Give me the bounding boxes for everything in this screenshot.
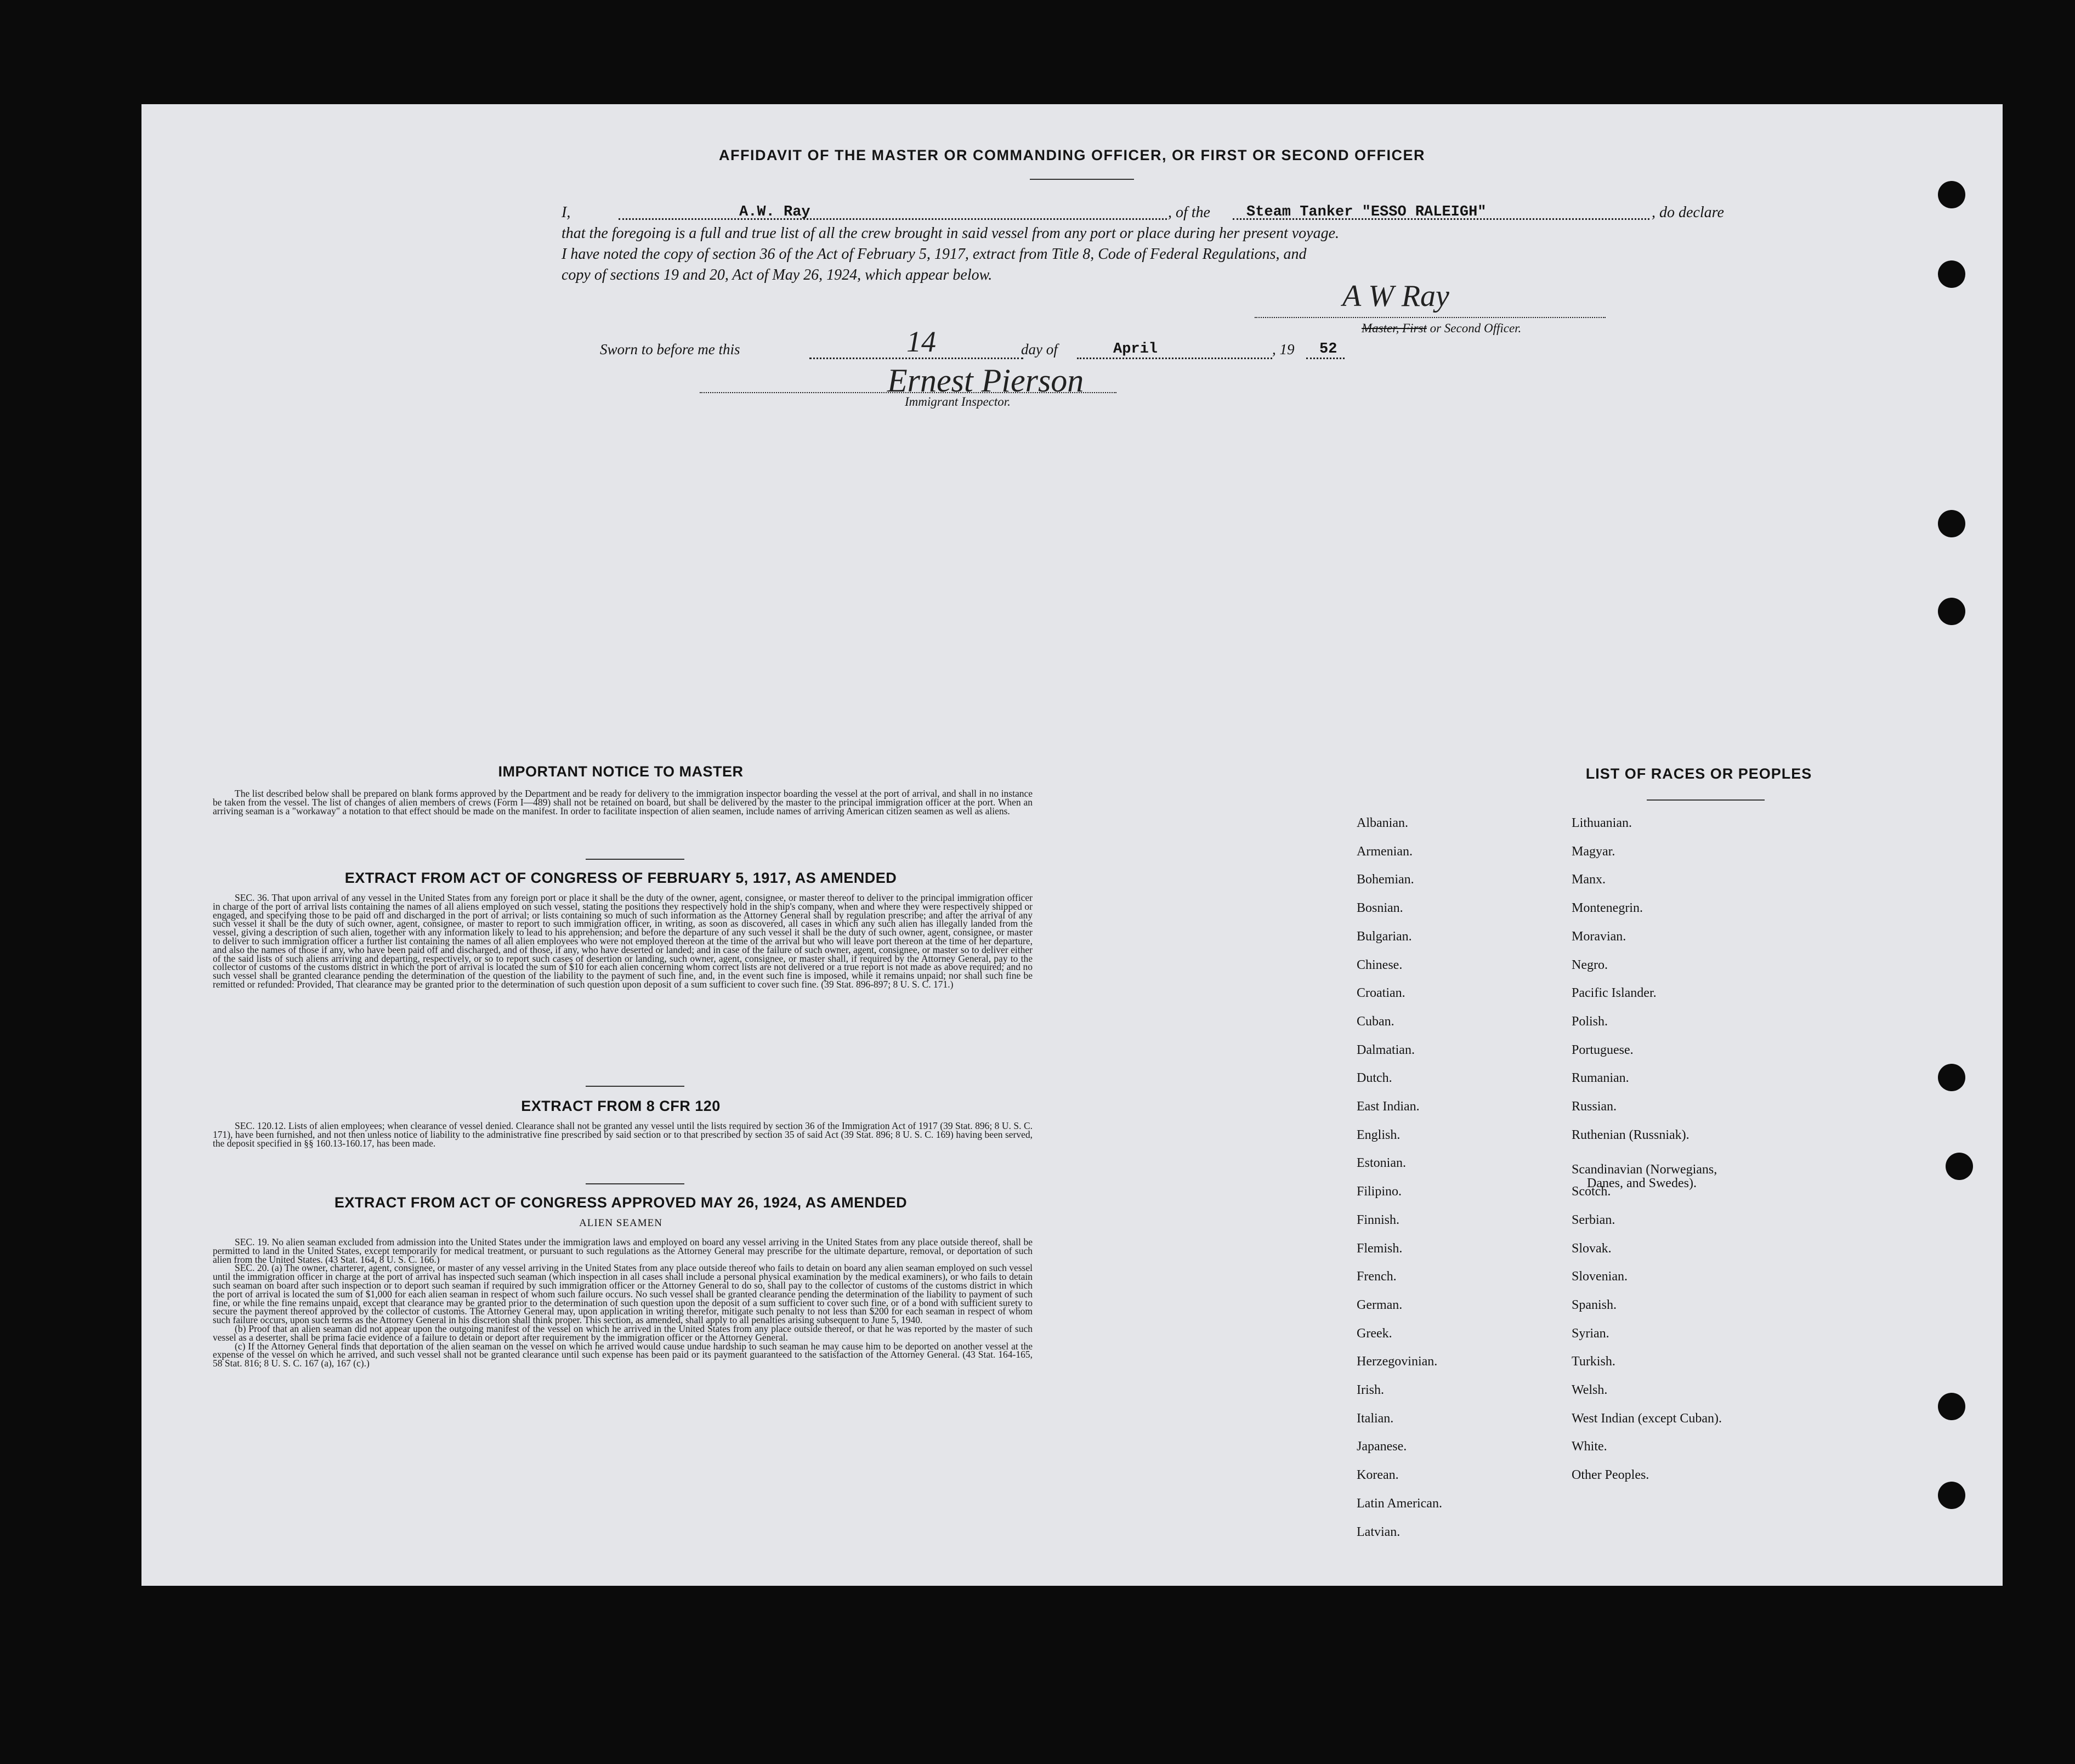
year-suffix: 52 — [1319, 341, 1337, 358]
race-item: Manx. — [1572, 872, 1606, 887]
race-item: Rumanian. — [1572, 1071, 1629, 1086]
race-item: Finnish. — [1357, 1212, 1400, 1227]
alien-seamen-subtitle: ALIEN SEAMEN — [579, 1217, 662, 1229]
officer-title — [1362, 321, 1521, 336]
sworn-month: April — [1113, 341, 1158, 358]
race-item: Portuguese. — [1572, 1042, 1634, 1057]
punch-hole — [1946, 1153, 1973, 1180]
year-line — [1306, 358, 1345, 359]
race-item: Pacific Islander. — [1572, 986, 1657, 1001]
race-item: West Indian (except Cuban). — [1572, 1411, 1722, 1426]
race-item: White. — [1572, 1439, 1607, 1454]
race-item: Serbian. — [1572, 1212, 1615, 1227]
extract-1924-title: EXTRACT FROM ACT OF CONGRESS APPROVED MAY 26, 1924, AS AMENDED — [334, 1194, 908, 1211]
divider — [586, 1086, 684, 1087]
race-item: Turkish. — [1572, 1354, 1615, 1369]
title-divider — [1030, 179, 1134, 180]
punch-hole — [1938, 181, 1965, 208]
race-item: Chinese. — [1357, 957, 1403, 972]
declaration-line-2: that the foregoing is a full and true list of all the crew brought in said vessel from any port or place during her present voyage. — [562, 225, 1340, 242]
race-item: Lithuanian. — [1572, 816, 1632, 830]
inspector-title: Immigrant Inspector. — [905, 395, 1011, 409]
notice-text — [213, 790, 1033, 815]
sec-120-12-paragraph: SEC. 120.12. Lists of alien employees; when clearance of vessel denied. Clearance shall not be granted any vessel until the lists required by section 36 of the Immigration Act of 1917 (39 Stat. 896; 8 U. S. C. 171), have been furnished, and not then unless notice of liability to the administrative fine prescribed by said section or to that prescribed by section 35 of said Act (39 Stat. 896; 8 U. S. C. 169) having been served, the deposit specified in §§ 160.13-160.17, has been made. — [213, 1120, 1033, 1149]
extract-1924-text — [213, 1238, 1033, 1368]
race-item: Latvian. — [1357, 1524, 1401, 1539]
race-item: Bosnian. — [1357, 901, 1403, 916]
race-item: Negro. — [1572, 957, 1608, 972]
of-the-label: , of the — [1168, 204, 1210, 221]
inspector-signature-line — [700, 392, 1116, 393]
notice-paragraph: The list described below shall be prepared on blank forms approved by the Department and be ready for delivery to the immigration inspector boarding the vessel at the port of arrival, and shall in no instance be taken from the vessel. The list of changes of alien members of crews (Form I—489) shall not be retained on board, but shall be delivered by the master to the principal immigration officer at the port. When an arriving seaman is a "workaway" a notation to that effect should be made on the manifest. In order to facilitate inspection of alien seamen, include names of arriving American citizen seamen as well as aliens. — [213, 788, 1033, 816]
race-item: Albanian. — [1357, 816, 1408, 830]
sworn-label: Sworn to before me this — [600, 341, 740, 358]
race-item: Danes, and Swedes). — [1587, 1176, 1697, 1191]
affidavit-title: AFFIDAVIT OF THE MASTER OR COMMANDING OFFICER, OR FIRST OR SECOND OFFICER — [719, 147, 1425, 163]
race-item: Japanese. — [1357, 1439, 1407, 1454]
declaration-line-3: I have noted the copy of section 36 of the Act of February 5, 1917, extract from Title 8, Code of Federal Regulations, and — [562, 246, 1307, 263]
race-item: Scandinavian (Norwegians, — [1572, 1162, 1717, 1177]
extract-cfr-text — [213, 1122, 1033, 1148]
declaration-line-1 — [562, 204, 570, 222]
officer-name: A.W. Ray — [739, 204, 810, 220]
race-item: Armenian. — [1357, 844, 1413, 859]
race-item: Russian. — [1572, 1099, 1617, 1114]
punch-hole — [1938, 260, 1965, 288]
i-label: I, — [562, 204, 571, 221]
officer-signature-line — [1255, 317, 1606, 318]
sworn-day: 14 — [906, 325, 936, 358]
punch-hole — [1938, 510, 1965, 537]
punch-hole — [1938, 1482, 1965, 1509]
race-item: Slovenian. — [1572, 1269, 1628, 1284]
extract-cfr-title: EXTRACT FROM 8 CFR 120 — [521, 1098, 721, 1114]
punch-hole — [1938, 1393, 1965, 1420]
sec-19-paragraph: SEC. 19. No alien seaman excluded from admission into the United States under the immigration laws and employed on board any vessel arriving in the United States from any place outside thereof, shall be permitted to land in the United States, except temporarily for medical treatment, or pursuant to such regulations as the Attorney General may prescribe for the ultimate departure, removal, or deportation of such alien from the United States. (43 Stat. 164, 8 U. S. C. 166.) — [213, 1236, 1033, 1265]
race-item: Estonian. — [1357, 1156, 1406, 1171]
do-declare-label: , do declare — [1652, 204, 1724, 221]
year-prefix: , 19 — [1272, 341, 1295, 358]
race-item: Magyar. — [1572, 844, 1615, 859]
race-item: Dutch. — [1357, 1071, 1392, 1086]
document-page — [141, 104, 2003, 1586]
race-item: Latin American. — [1357, 1496, 1442, 1511]
race-item: Ruthenian (Russniak). — [1572, 1127, 1690, 1142]
race-item: Slovak. — [1572, 1241, 1612, 1256]
declaration-line-4: copy of sections 19 and 20, Act of May 26, 1924, which appear below. — [562, 266, 993, 283]
race-item: Flemish. — [1357, 1241, 1403, 1256]
race-item: Korean. — [1357, 1468, 1399, 1483]
race-item: Italian. — [1357, 1411, 1394, 1426]
race-item: Bulgarian. — [1357, 929, 1412, 944]
divider — [586, 1183, 684, 1184]
races-title: LIST OF RACES OR PEOPLES — [1585, 765, 1812, 782]
race-item: German. — [1357, 1297, 1403, 1312]
race-item: Spanish. — [1572, 1297, 1617, 1312]
races-divider — [1647, 799, 1765, 801]
inspector-signature: Ernest Pierson — [887, 362, 1084, 399]
punch-hole — [1938, 598, 1965, 625]
struck-title: Master, First — [1362, 321, 1427, 335]
punch-hole — [1938, 1064, 1965, 1091]
sec-20c-paragraph: (c) If the Attorney General finds that deportation of the alien seaman on the vessel on which he arrived would cause undue hardship to such seaman he may cause him to be deported on another vessel at the expense of the vessel on which he arrived, and such vessel shall not be granted clearance until such expense has been paid or its payment guaranteed to the satisfaction of the Attorney General. (43 Stat. 164-165, 58 Stat. 816; 8 U. S. C. 167 (a), 167 (c).) — [213, 1340, 1033, 1369]
extract-1917-text — [213, 894, 1033, 989]
day-of-label: day of — [1021, 341, 1058, 358]
officer-name-line — [619, 218, 1167, 220]
officer-title-text: or Second Officer. — [1430, 321, 1522, 335]
race-item: Scotch. — [1572, 1184, 1611, 1199]
extract-1917-title: EXTRACT FROM ACT OF CONGRESS OF FEBRUARY 5, 1917, AS AMENDED — [344, 870, 897, 886]
race-item: English. — [1357, 1127, 1401, 1142]
race-item: Montenegrin. — [1572, 901, 1643, 916]
race-item: Croatian. — [1357, 986, 1405, 1001]
race-item: Welsh. — [1572, 1383, 1608, 1397]
race-item: Herzegovinian. — [1357, 1354, 1438, 1369]
race-item: Irish. — [1357, 1383, 1384, 1397]
sec-20b-paragraph: (b) Proof that an alien seaman did not appear upon the outgoing manifest of the vessel on which he arrived in the United States from any place outside thereof, or that he was reported by the master of such vessel as a deserter, shall be prima facie evidence of a failure to detain or deport after requirement by the immigration officer or the Attorney General. — [213, 1323, 1033, 1343]
race-item: Bohemian. — [1357, 872, 1414, 887]
vessel-name: Steam Tanker "ESSO RALEIGH" — [1246, 204, 1487, 220]
race-item: Cuban. — [1357, 1014, 1394, 1029]
officer-signature: A W Ray — [1342, 279, 1449, 313]
race-item: Filipino. — [1357, 1184, 1402, 1199]
divider — [586, 859, 684, 860]
race-item: French. — [1357, 1269, 1397, 1284]
sec-20a-paragraph: SEC. 20. (a) The owner, charterer, agent, consignee, or master of any vessel arriving in the United States from any place outside thereof who fails to detain on board any alien seaman employed on such vessel until the immigration officer in charge at the port of arrival has inspected such seaman (which inspection in all cases shall include a personal physical examination by the medical examiners), or who fails to detain such seaman on board after such inspection or to deport such seaman if required by such immigration officer or the Attorney General to do so, shall pay to the collector of customs of the customs district in which the port of arrival is located the sum of $1,000 for each alien seaman in respect of whom such failure occurs. No such vessel shall be granted clearance pending the determination of the liability to payment of such fine, or while the fine remains unpaid, except that clearance may be granted prior to the determination of such question upon the deposit of a sum sufficient to cover such fine, or of a bond with sufficient surety to secure the payment thereof approved by the collector of customs. The Attorney General may, upon application in writing therefor, mitigate such penalty to not less than $200 for each seaman in respect of whom such failure occurs, upon such terms as the Attorney General in his discretion shall think proper. This section, as amended, shall apply to all penalties arising subsequent to June 5, 1940. — [213, 1262, 1033, 1326]
race-item: Syrian. — [1572, 1326, 1609, 1341]
race-item: East Indian. — [1357, 1099, 1420, 1114]
race-item: Greek. — [1357, 1326, 1392, 1341]
race-item: Other Peoples. — [1572, 1468, 1649, 1483]
race-item: Moravian. — [1572, 929, 1626, 944]
notice-title: IMPORTANT NOTICE TO MASTER — [498, 763, 744, 780]
race-item: Polish. — [1572, 1014, 1608, 1029]
sec-36-paragraph: SEC. 36. That upon arrival of any vessel in the United States from any foreign port or place it shall be the duty of the owner, agent, consignee, or master thereof to deliver to the principal immigration officer in charge of the port of arrival lists containing the names of all aliens employed on such vessel, stating the positions they respectively hold in the ship's company, when and where they were respectively shipped or engaged, and specifying those to be paid off and discharged in the port of arrival; or lists containing so much of such information as the Attorney General shall by regulation prescribe; and after the arrival of any such vessel it shall be the duty of such owner, agent, consignee, or master to report to such immigration officer, in writing, as soon as discovered, all cases in which any such alien has illegally landed from the vessel, giving a description of such alien, together with any information likely to lead to his apprehension; and before the departure of any such vessel it shall be the duty of such owner, agent, consignee, or master to deliver to such immigration officer a further list containing the names of all alien employees who were not employed thereon at the time of the arrival but who will leave port thereon at the time of her departure, and also the names of those if any, who have been paid off and discharged, and of those, if any, who have deserted or landed; and in case of the failure of such owner, agent, consignee, or master so to deliver either of the said lists of such aliens arriving and departing, respectively, or so to report such cases of desertion or landing, such owner, agent, consignee, or master shall, if required by the Attorney General, pay to the collector of customs of the customs district in which the port of arrival is located the sum of $10 for each alien concerning whom correct lists are not delivered or a true report is not made as above required; and no such vessel shall be granted clearance pending the determination of the question of the liability to the payment of such fine, and, in the event such fine is imposed, while it remains unpaid; nor shall such fine be remitted or refunded: Provided, That clearance may be granted prior to the determination of such question upon deposit of a sum sufficient to cover such fine. (39 Stat. 896-897; 8 U. S. C. 171.) — [213, 892, 1033, 990]
race-item: Dalmatian. — [1357, 1042, 1415, 1057]
month-line — [1077, 358, 1272, 359]
